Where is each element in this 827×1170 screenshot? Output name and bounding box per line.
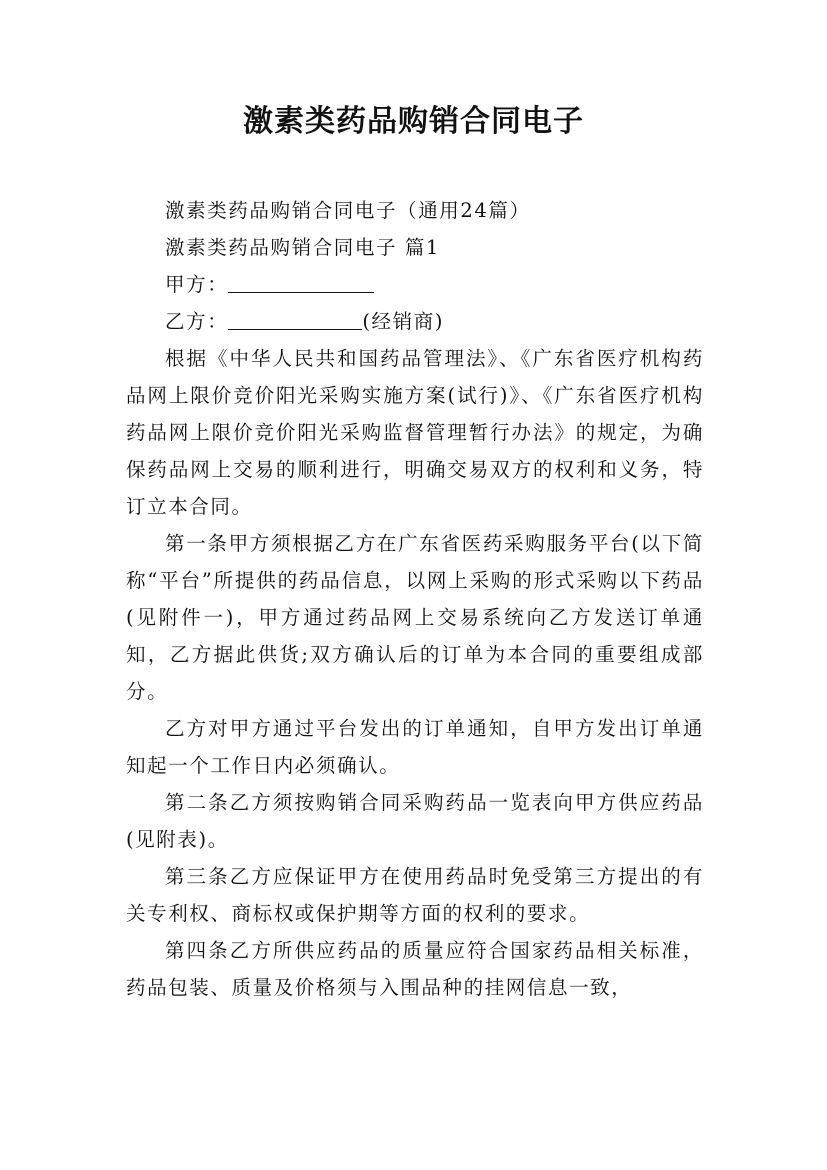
- party-b-blank: [228, 309, 362, 330]
- paragraph: 乙方对甲方通过平台发出的订单通知，自甲方发出订单通知起一个工作日内必须确认。: [126, 717, 704, 777]
- document-subtitle: 激素类药品购销合同电子（通用24篇）: [165, 199, 531, 222]
- party-b-label: 乙方：: [165, 310, 229, 333]
- party-b-line: [126, 303, 704, 340]
- paragraph: 第三条乙方应保证甲方在使用药品时免受第三方提出的有关专利权、商标权或保护期等方面的权利的要求。: [126, 865, 704, 925]
- document-title: 激素类药品购销合同电子: [243, 104, 584, 139]
- paragraph: 根据《中华人民共和国药品管理法》、《广东省医疗机构药品网上限价竞价阳光采购实施方案(试行)》、《广东省医疗机构药品网上限价竞价阳光采购监督管理暂行办法》的规定，为确保药品网上交易的顺利进行，明确交易双方的权利和义务，特订立本合同。: [126, 347, 704, 518]
- party-a-line: [126, 266, 704, 303]
- paragraph: 第一条甲方须根据乙方在广东省医药采购服务平台(以下简称“平台”所提供的药品信息，以网上采购的形式采购以下药品(见附件一)，甲方通过药品网上交易系统向乙方发送订单通知，乙方据此供货;双方确认后的订单为本合同的重要组成部分。: [126, 532, 704, 703]
- party-a-blank: [228, 272, 374, 293]
- party-b-suffix: (经销商): [362, 310, 445, 333]
- paragraph: 第四条乙方所供应药品的质量应符合国家药品相关标准，药品包装、质量及价格须与入围品种的挂网信息一致，: [126, 939, 704, 999]
- document-body: [126, 192, 704, 1006]
- party-a-label: 甲方：: [165, 273, 229, 296]
- paragraph: 第二条乙方须按购销合同采购药品一览表向甲方供应药品(见附表)。: [126, 791, 704, 851]
- section-heading: 激素类药品购销合同电子 篇1: [165, 236, 441, 259]
